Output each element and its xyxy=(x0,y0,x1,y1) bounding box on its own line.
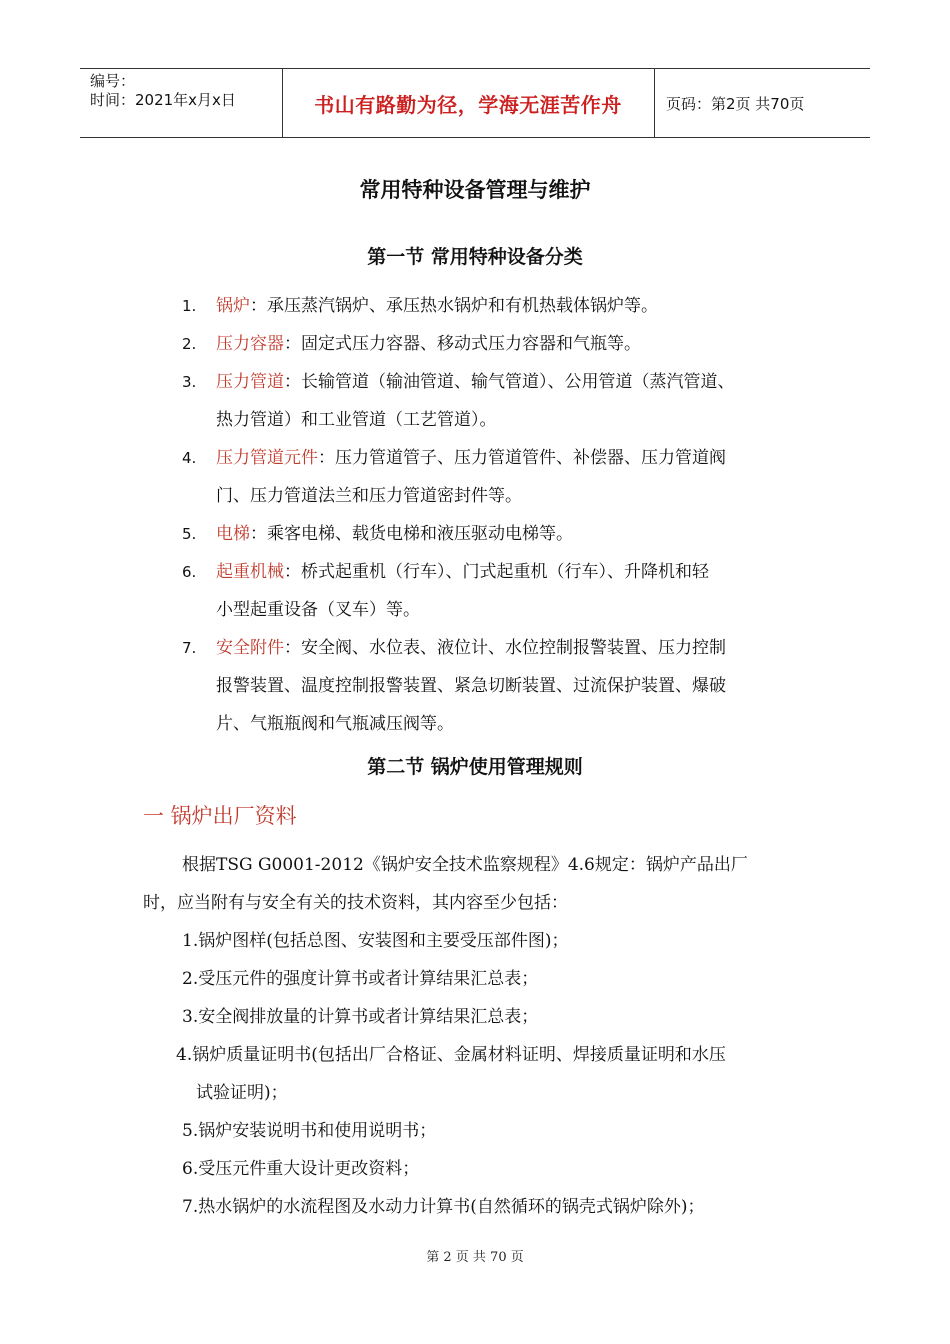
list-item: 3.安全阀排放量的计算书或者计算结果汇总表； xyxy=(182,1007,539,1027)
list-item: 5.锅炉安装说明书和使用说明书； xyxy=(182,1121,437,1141)
subheading: 一 锅炉出厂资料 xyxy=(143,804,297,828)
item-term: 压力容器 xyxy=(216,334,284,354)
section2-title: 第二节 锅炉使用管理规则 xyxy=(367,756,583,778)
document-title: 常用特种设备管理与维护 xyxy=(359,177,591,202)
item-number: 6. xyxy=(182,563,197,581)
item-number: 4. xyxy=(182,449,197,467)
header-right-cell xyxy=(654,69,870,137)
item-text: ：固定式压力容器、移动式压力容器和气瓶等。 xyxy=(284,334,641,354)
item-text: ：长输管道（输油管道、输气管道）、公用管道（蒸汽管道、 xyxy=(284,372,735,392)
list-item-continuation: 试验证明)； xyxy=(196,1083,288,1103)
item-number: 5. xyxy=(182,525,197,543)
header-motto-cell xyxy=(282,69,655,137)
section1-title: 第一节 常用特种设备分类 xyxy=(367,246,583,268)
intro-line: 时，应当附有与安全有关的技术资料，其内容至少包括： xyxy=(143,893,568,913)
item-text: ：压力管道管子、压力管道管件、补偿器、压力管道阀 xyxy=(318,448,726,468)
page-info: 页码：第2页 共70页 xyxy=(666,94,805,113)
page-footer: 第 2 页 共 70 页 xyxy=(426,1250,524,1265)
list-item: 7.热水锅炉的水流程图及水动力计算书(自然循环的锅壳式锅炉除外)； xyxy=(182,1197,705,1217)
item-text: 热力管道）和工业管道（工艺管道）。 xyxy=(216,410,497,430)
item-term: 电梯 xyxy=(216,524,250,544)
item-text: ：安全阀、水位表、液位计、水位控制报警装置、压力控制 xyxy=(284,638,726,658)
item-text: 报警装置、温度控制报警装置、紧急切断装置、过流保护装置、爆破 xyxy=(216,676,726,696)
list-item: 1.锅炉图样(包括总图、安装图和主要受压部件图)； xyxy=(182,931,569,951)
item-text: 小型起重设备（叉车）等。 xyxy=(216,600,420,620)
item-number: 1. xyxy=(182,297,197,315)
item-term: 压力管道 xyxy=(216,372,284,392)
item-number: 2. xyxy=(182,335,197,353)
item-term: 安全附件 xyxy=(216,638,284,658)
item-text: 片、气瓶瓶阀和气瓶减压阀等。 xyxy=(216,714,454,734)
list-item: 4.锅炉质量证明书(包括出厂合格证、金属材料证明、焊接质量证明和水压 xyxy=(176,1045,726,1065)
item-text: ：承压蒸汽锅炉、承压热水锅炉和有机热载体锅炉等。 xyxy=(250,296,658,316)
item-term: 压力管道元件 xyxy=(216,448,318,468)
item-term: 锅炉 xyxy=(216,296,250,316)
number-label: 编号： xyxy=(90,72,136,90)
list-item: 2.受压元件的强度计算书或者计算结果汇总表； xyxy=(182,969,539,989)
time-label: 时间：2021年x月x日 xyxy=(90,91,236,109)
header-left-cell xyxy=(80,69,283,137)
intro-line: 根据TSG G0001-2012《锅炉安全技术监察规程》4.6规定：锅炉产品出厂 xyxy=(182,855,748,875)
motto: 书山有路勤为径，学海无涯苦作舟 xyxy=(314,92,622,117)
page-header xyxy=(80,68,870,138)
item-term: 起重机械 xyxy=(216,562,284,582)
item-text: ：桥式起重机（行车）、门式起重机（行车）、升降机和轻 xyxy=(284,562,709,582)
item-text: ：乘客电梯、载货电梯和液压驱动电梯等。 xyxy=(250,524,573,544)
item-text: 门、压力管道法兰和压力管道密封件等。 xyxy=(216,486,522,506)
list-item: 6.受压元件重大设计更改资料； xyxy=(182,1159,420,1179)
item-number: 3. xyxy=(182,373,197,391)
item-number: 7. xyxy=(182,639,197,657)
